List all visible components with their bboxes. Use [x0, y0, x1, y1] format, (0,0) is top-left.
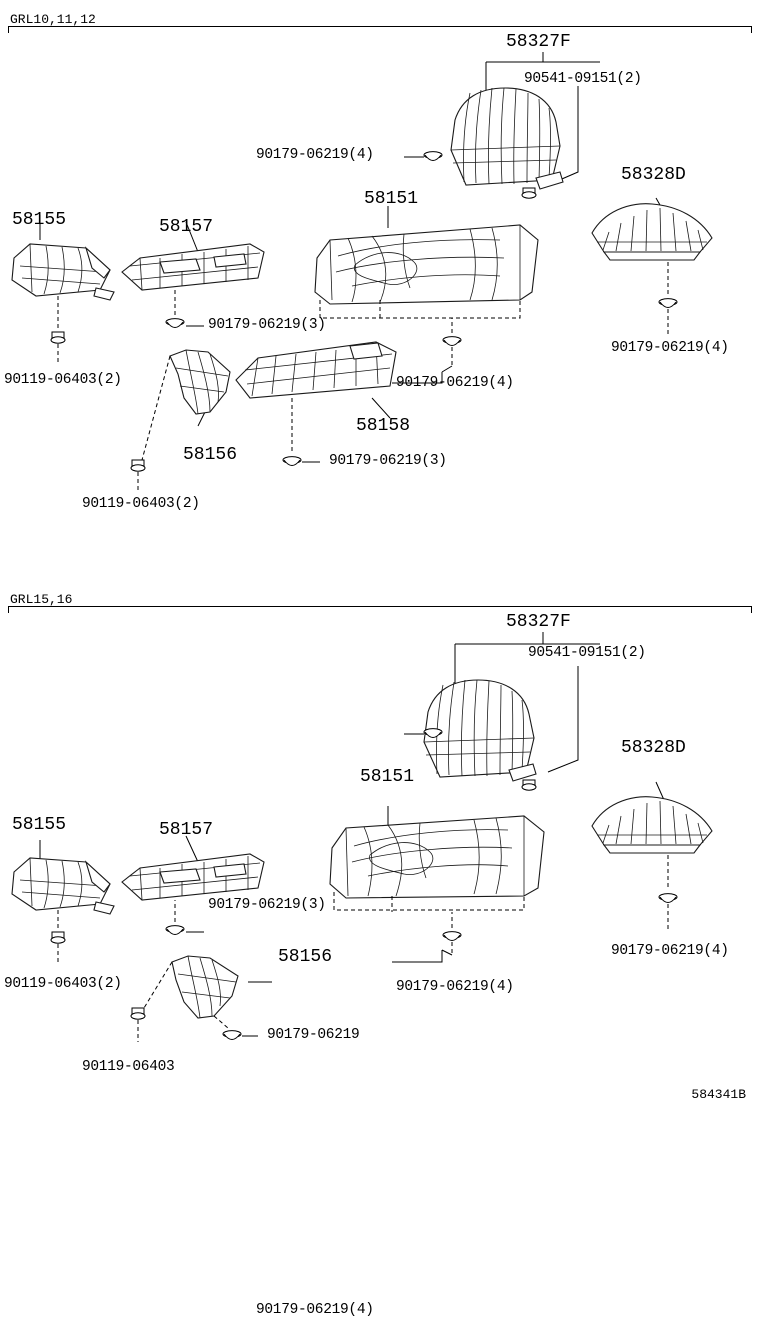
- part-58157: 58157: [159, 217, 214, 237]
- panel-bottom-label: GRL15,16: [10, 592, 73, 607]
- part-90179-06219-lower-b: 90179-06219: [267, 1027, 360, 1043]
- part-90179-06219-4-far-right-b: 90179-06219(4): [611, 943, 729, 959]
- panel-top-rule: [8, 26, 752, 27]
- diagram-footer-code: 584341B: [691, 1087, 746, 1102]
- part-90179-06219-4-right-b: 90179-06219(4): [396, 979, 514, 995]
- part-58156: 58156: [183, 445, 238, 465]
- part-90119-06403-lower-b: 90119-06403: [82, 1059, 175, 1075]
- part-90179-06219-3-left: 90179-06219(3): [208, 317, 326, 333]
- part-58151: 58151: [364, 189, 419, 209]
- part-58151-b: 58151: [360, 767, 415, 787]
- panel-top-label: GRL10,11,12: [10, 12, 96, 27]
- part-58328d-b: 58328D: [621, 738, 686, 758]
- part-90541-09151-2: 90541-09151(2): [524, 71, 642, 87]
- part-90179-06219-4-far-right: 90179-06219(4): [611, 340, 729, 356]
- part-58327f: 58327F: [506, 32, 571, 52]
- part-58156-b: 58156: [278, 947, 333, 967]
- part-90179-06219-4-upper: 90179-06219(4): [256, 147, 374, 163]
- part-58158: 58158: [356, 416, 411, 436]
- part-90119-06403-2-lower: 90119-06403(2): [82, 496, 200, 512]
- part-90119-06403-2-left: 90119-06403(2): [4, 372, 122, 388]
- part-58155: 58155: [12, 210, 67, 230]
- part-58327f-b: 58327F: [506, 612, 571, 632]
- part-90119-06403-2-left-b: 90119-06403(2): [4, 976, 122, 992]
- part-90179-06219-3-lower: 90179-06219(3): [329, 453, 447, 469]
- panel-top: [0, 0, 760, 560]
- panel-bottom-rule: [8, 606, 752, 607]
- part-90179-06219-4-right: 90179-06219(4): [396, 375, 514, 391]
- part-58328d: 58328D: [621, 165, 686, 185]
- part-90179-06219-4-upper-b: 90179-06219(4): [256, 1302, 374, 1318]
- part-58155-b: 58155: [12, 815, 67, 835]
- part-90179-06219-3-left-b: 90179-06219(3): [208, 897, 326, 913]
- part-58157-b: 58157: [159, 820, 214, 840]
- part-90541-09151-2-b: 90541-09151(2): [528, 645, 646, 661]
- panel-bottom: [0, 580, 760, 1318]
